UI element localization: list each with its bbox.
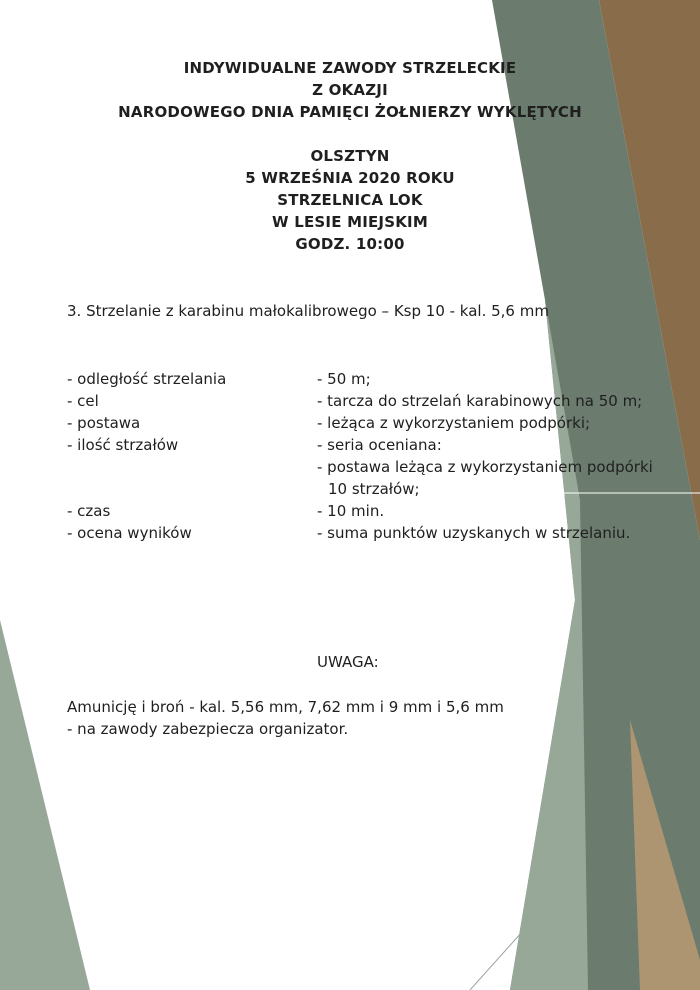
- param-value-line: - postawa leżąca z wykorzystaniem podpórki 10 strzałów;: [317, 458, 653, 498]
- param-label: - postawa: [67, 414, 141, 432]
- event-title: [0, 57, 700, 123]
- param-row-distance: [67, 368, 657, 390]
- param-value: [317, 522, 657, 544]
- param-value-line: - 10 min.: [317, 502, 385, 520]
- param-value-line: - tarcza do strzelań karabinowych na 50 m;: [317, 392, 643, 410]
- param-row-shots: [67, 434, 657, 500]
- event-info-line: W LESIE MIEJSKIM: [272, 213, 428, 231]
- param-row-target: [67, 390, 657, 412]
- event-info: [0, 145, 700, 255]
- param-label: - odległość strzelania: [67, 370, 227, 388]
- param-label: - ocena wyników: [67, 524, 192, 542]
- event-info-line: GODZ. 10:00: [295, 235, 405, 253]
- note-line: Amunicję i broń - kal. 5,56 mm, 7,62 mm i 9 mm i 5,6 mm: [67, 698, 504, 716]
- param-value: [317, 434, 657, 500]
- param-label: - czas: [67, 502, 111, 520]
- param-value-line: - suma punktów uzyskanych w strzelaniu.: [317, 524, 631, 542]
- event-title-line: NARODOWEGO DNIA PAMIĘCI ŻOŁNIERZY WYKLĘTYCH: [118, 103, 582, 121]
- section-title: 3. Strzelanie z karabinu małokalibrowego – Ksp 10 - kal. 5,6 mm: [67, 302, 549, 320]
- parameters-list: [67, 368, 657, 544]
- param-value-line: - seria oceniana:: [317, 436, 442, 454]
- note-line: - na zawody zabezpiecza organizator.: [67, 720, 349, 738]
- event-info-line: 5 WRZEŚNIA 2020 ROKU: [245, 169, 455, 187]
- param-label: - ilość strzałów: [67, 436, 179, 454]
- param-value: [317, 390, 657, 412]
- param-row-time: [67, 500, 657, 522]
- param-label: - cel: [67, 392, 99, 410]
- event-title-line: Z OKAZJI: [312, 81, 388, 99]
- param-value: [317, 500, 657, 522]
- event-info-line: OLSZTYN: [310, 147, 390, 165]
- note-text: [67, 696, 504, 740]
- event-title-line: INDYWIDUALNE ZAWODY STRZELECKIE: [183, 59, 517, 77]
- param-value-line: - leżąca z wykorzystaniem podpórki;: [317, 414, 591, 432]
- param-row-scoring: [67, 522, 657, 544]
- param-row-position: [67, 412, 657, 434]
- param-value: [317, 368, 657, 390]
- event-info-line: STRZELNICA LOK: [277, 191, 423, 209]
- param-value-line: - 50 m;: [317, 370, 371, 388]
- note-title: UWAGA:: [317, 653, 379, 671]
- param-value: [317, 412, 657, 434]
